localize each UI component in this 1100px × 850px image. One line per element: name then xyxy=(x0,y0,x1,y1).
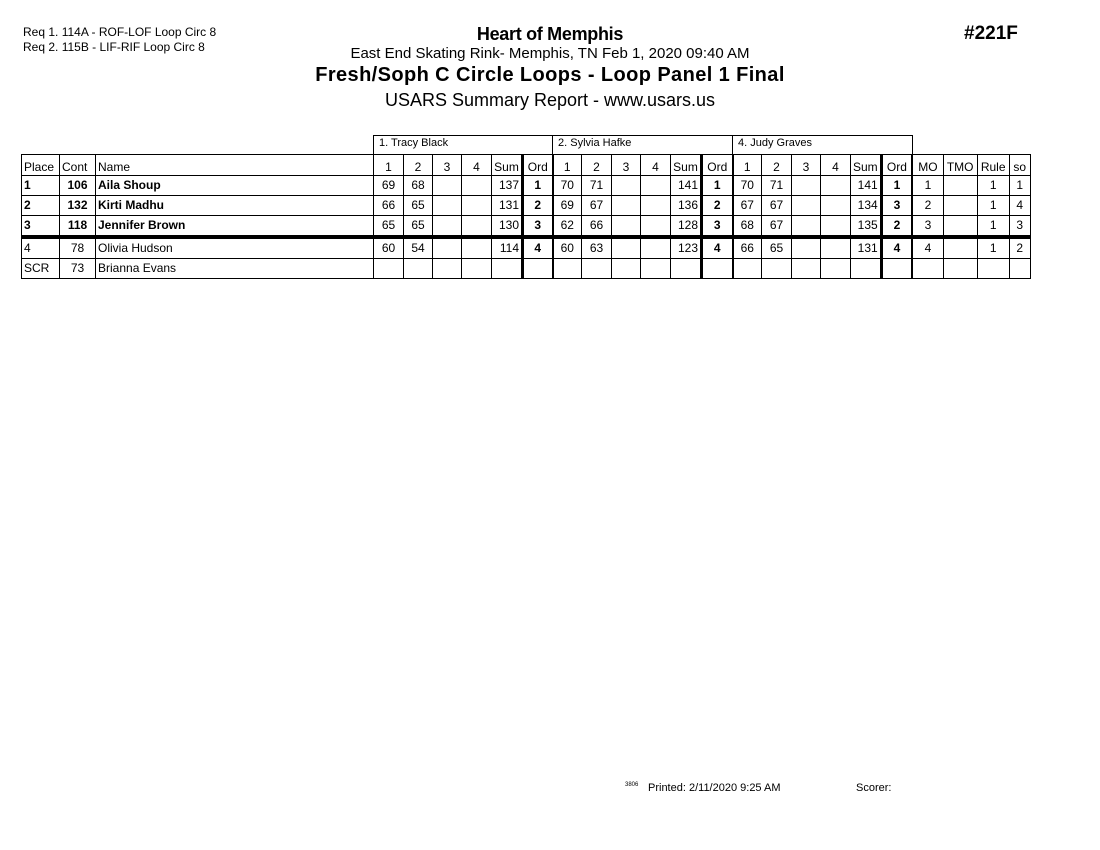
judge-1-score-2: 54 xyxy=(404,237,433,259)
report-subtitle: USARS Summary Report - www.usars.us xyxy=(384,90,716,110)
judge-3-sum: 131 xyxy=(851,237,882,259)
so-cell: 1 xyxy=(1009,176,1030,196)
judge-3-name: 4. Judy Graves xyxy=(733,136,913,155)
column-header-row xyxy=(22,155,1031,176)
judge-2-score-1: 69 xyxy=(553,196,582,216)
cont-cell: 73 xyxy=(60,259,96,279)
skater-name: Kirti Madhu xyxy=(96,196,374,216)
judge-1-score-4 xyxy=(462,196,492,216)
judge-2-ordinal: 1 xyxy=(702,176,733,196)
judge-3-score-4 xyxy=(821,216,851,238)
cont-cell: 78 xyxy=(60,237,96,259)
judge-3-sum: 134 xyxy=(851,196,882,216)
cont-cell: 132 xyxy=(60,196,96,216)
col-j3-score1: 1 xyxy=(733,155,762,176)
judge-2-score-2 xyxy=(582,259,612,279)
judge-2-score-4 xyxy=(641,259,671,279)
col-j3-ord: Ord xyxy=(881,155,912,176)
judge-2-score-1 xyxy=(553,259,582,279)
judge-3-score-1: 68 xyxy=(733,216,762,238)
judge-1-score-1 xyxy=(374,259,404,279)
judge-2-score-1: 60 xyxy=(553,237,582,259)
judge-3-score-1: 70 xyxy=(733,176,762,196)
judge-3-score-2 xyxy=(762,259,792,279)
results-table xyxy=(21,135,1031,279)
col-j2-score3: 3 xyxy=(612,155,641,176)
venue-line: East End Skating Rink- Memphis, TN Feb 1, 2020 09:40 AM xyxy=(350,45,750,62)
judge-1-sum: 137 xyxy=(492,176,523,196)
rule-cell: 1 xyxy=(977,176,1009,196)
judge-1-score-3 xyxy=(433,216,462,238)
col-j2-sum: Sum xyxy=(671,155,702,176)
place-cell: 1 xyxy=(22,176,60,196)
rule-cell: 1 xyxy=(977,237,1009,259)
place-cell: 2 xyxy=(22,196,60,216)
tmo-cell xyxy=(943,196,977,216)
judge-3-score-3 xyxy=(792,237,821,259)
results-body xyxy=(22,176,1031,279)
table-row xyxy=(22,237,1031,259)
judge-3-ordinal: 4 xyxy=(881,237,912,259)
judge-1-ordinal: 4 xyxy=(523,237,553,259)
judge-3-sum: 135 xyxy=(851,216,882,238)
judge-1-ordinal: 2 xyxy=(523,196,553,216)
judge-2-score-4 xyxy=(641,216,671,238)
col-j1-score4: 4 xyxy=(462,155,492,176)
judge-1-sum: 114 xyxy=(492,237,523,259)
judge-3-sum: 141 xyxy=(851,176,882,196)
judge-2-sum: 141 xyxy=(671,176,702,196)
col-tmo: TMO xyxy=(943,155,977,176)
event-name: Heart of Memphis xyxy=(476,24,624,44)
judge-2-score-2: 63 xyxy=(582,237,612,259)
table-row xyxy=(22,259,1031,279)
col-j2-score4: 4 xyxy=(641,155,671,176)
tmo-cell xyxy=(943,216,977,238)
judge-2-score-3 xyxy=(612,176,641,196)
judge-3-ordinal: 2 xyxy=(881,216,912,238)
mo-cell: 2 xyxy=(912,196,943,216)
judge-2-score-1: 62 xyxy=(553,216,582,238)
place-cell: SCR xyxy=(22,259,60,279)
footer-tag: 3806 xyxy=(625,782,639,788)
col-j3-score3: 3 xyxy=(792,155,821,176)
col-j1-score1: 1 xyxy=(374,155,404,176)
mo-cell xyxy=(912,259,943,279)
judge-3-sum xyxy=(851,259,882,279)
col-j1-score3: 3 xyxy=(433,155,462,176)
col-j1-sum: Sum xyxy=(492,155,523,176)
judge-1-ordinal: 3 xyxy=(523,216,553,238)
skater-name: Aila Shoup xyxy=(96,176,374,196)
place-cell: 3 xyxy=(22,216,60,238)
judge-1-score-1: 65 xyxy=(374,216,404,238)
judge-3-score-3 xyxy=(792,216,821,238)
judge-2-score-2: 66 xyxy=(582,216,612,238)
col-j2-ord: Ord xyxy=(702,155,733,176)
judge-2-score-2: 67 xyxy=(582,196,612,216)
judge-1-sum: 131 xyxy=(492,196,523,216)
col-j3-score4: 4 xyxy=(821,155,851,176)
skater-name: Jennifer Brown xyxy=(96,216,374,238)
judge-2-score-1: 70 xyxy=(553,176,582,196)
cont-cell: 118 xyxy=(60,216,96,238)
col-j3-score2: 2 xyxy=(762,155,792,176)
mo-cell: 1 xyxy=(912,176,943,196)
judge-1-name: 1. Tracy Black xyxy=(374,136,553,155)
col-j2-score2: 2 xyxy=(582,155,612,176)
judge-3-score-4 xyxy=(821,259,851,279)
judge-2-sum: 136 xyxy=(671,196,702,216)
tmo-cell xyxy=(943,237,977,259)
judge-header-row xyxy=(22,136,1031,155)
skater-name: Brianna Evans xyxy=(96,259,374,279)
judge-1-score-3 xyxy=(433,237,462,259)
judge-2-score-2: 71 xyxy=(582,176,612,196)
judge-2-ordinal: 2 xyxy=(702,196,733,216)
judge-3-score-2: 65 xyxy=(762,237,792,259)
table-row xyxy=(22,176,1031,196)
judge-2-score-3 xyxy=(612,237,641,259)
judge-3-ordinal: 3 xyxy=(881,196,912,216)
scorer-label: Scorer: xyxy=(856,782,892,794)
skater-name: Olivia Hudson xyxy=(96,237,374,259)
judge-2-name: 2. Sylvia Hafke xyxy=(553,136,733,155)
requirement-1: Req 1. 114A - ROF-LOF Loop Circ 8 xyxy=(23,25,217,39)
so-cell xyxy=(1009,259,1030,279)
event-number: #221F xyxy=(964,23,1018,44)
judge-3-score-4 xyxy=(821,237,851,259)
mo-cell: 4 xyxy=(912,237,943,259)
judge-1-score-4 xyxy=(462,259,492,279)
judge-2-ordinal: 4 xyxy=(702,237,733,259)
place-cell: 4 xyxy=(22,237,60,259)
judge-3-score-1 xyxy=(733,259,762,279)
judge-2-sum: 123 xyxy=(671,237,702,259)
rule-cell: 1 xyxy=(977,216,1009,238)
cont-cell: 106 xyxy=(60,176,96,196)
judge-1-score-2: 68 xyxy=(404,176,433,196)
col-name: Name xyxy=(96,155,374,176)
judge-2-score-3 xyxy=(612,259,641,279)
table-row xyxy=(22,216,1031,238)
judge-1-score-4 xyxy=(462,176,492,196)
judge-2-score-3 xyxy=(612,216,641,238)
judge-1-score-1: 66 xyxy=(374,196,404,216)
judge-1-score-3 xyxy=(433,259,462,279)
mo-cell: 3 xyxy=(912,216,943,238)
judge-1-score-2: 65 xyxy=(404,196,433,216)
col-place: Place xyxy=(22,155,60,176)
so-cell: 2 xyxy=(1009,237,1030,259)
judge-3-score-2: 67 xyxy=(762,196,792,216)
judge-1-score-2 xyxy=(404,259,433,279)
so-cell: 3 xyxy=(1009,216,1030,238)
judge-3-ordinal: 1 xyxy=(881,176,912,196)
judge-2-ordinal: 3 xyxy=(702,216,733,238)
rule-cell: 1 xyxy=(977,196,1009,216)
printed-timestamp: Printed: 2/11/2020 9:25 AM xyxy=(648,782,781,794)
judge-3-score-2: 71 xyxy=(762,176,792,196)
col-j3-sum: Sum xyxy=(851,155,882,176)
judge-1-score-3 xyxy=(433,176,462,196)
judge-1-ordinal xyxy=(523,259,553,279)
judge-1-score-4 xyxy=(462,216,492,238)
tmo-cell xyxy=(943,176,977,196)
judge-2-score-3 xyxy=(612,196,641,216)
col-rule: Rule xyxy=(977,155,1009,176)
judge-2-score-4 xyxy=(641,176,671,196)
judge-2-sum xyxy=(671,259,702,279)
col-j1-score2: 2 xyxy=(404,155,433,176)
judge-1-score-1: 60 xyxy=(374,237,404,259)
so-cell: 4 xyxy=(1009,196,1030,216)
judge-3-ordinal xyxy=(881,259,912,279)
judge-1-score-1: 69 xyxy=(374,176,404,196)
judge-3-score-4 xyxy=(821,176,851,196)
rule-cell xyxy=(977,259,1009,279)
col-mo: MO xyxy=(912,155,943,176)
judge-3-score-3 xyxy=(792,176,821,196)
judge-1-score-2: 65 xyxy=(404,216,433,238)
judge-1-score-3 xyxy=(433,196,462,216)
judge-3-score-4 xyxy=(821,196,851,216)
col-so: so xyxy=(1009,155,1030,176)
judge-3-score-3 xyxy=(792,259,821,279)
judge-1-score-4 xyxy=(462,237,492,259)
judge-2-sum: 128 xyxy=(671,216,702,238)
judge-3-score-1: 66 xyxy=(733,237,762,259)
tmo-cell xyxy=(943,259,977,279)
col-j1-ord: Ord xyxy=(523,155,553,176)
requirement-2: Req 2. 115B - LIF-RIF Loop Circ 8 xyxy=(23,40,205,54)
judge-2-score-4 xyxy=(641,237,671,259)
table-row xyxy=(22,196,1031,216)
judge-1-sum: 130 xyxy=(492,216,523,238)
report-title: Fresh/Soph C Circle Loops - Loop Panel 1 Final xyxy=(315,64,785,86)
col-cont: Cont xyxy=(60,155,96,176)
judge-1-sum xyxy=(492,259,523,279)
judge-2-score-4 xyxy=(641,196,671,216)
judge-3-score-3 xyxy=(792,196,821,216)
judge-3-score-1: 67 xyxy=(733,196,762,216)
judge-2-ordinal xyxy=(702,259,733,279)
judge-1-ordinal: 1 xyxy=(523,176,553,196)
col-j2-score1: 1 xyxy=(553,155,582,176)
judge-3-score-2: 67 xyxy=(762,216,792,238)
